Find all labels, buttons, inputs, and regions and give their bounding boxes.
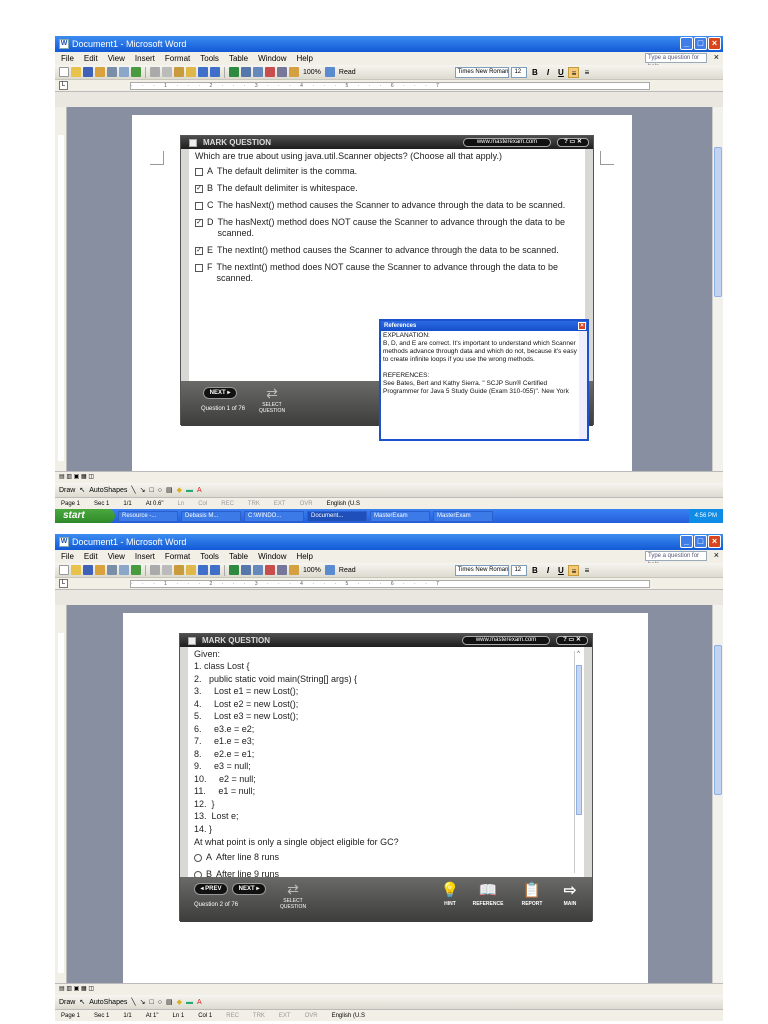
- excel-icon[interactable]: [265, 67, 275, 77]
- checked-checkbox-icon[interactable]: ✓: [196, 219, 202, 226]
- status-rec[interactable]: REC: [221, 500, 234, 507]
- menu-help[interactable]: Help: [296, 54, 313, 63]
- maximize-button[interactable]: □: [694, 37, 707, 50]
- separator: [224, 67, 225, 78]
- status-line: Ln 1: [172, 1012, 185, 1019]
- menu-edit[interactable]: Edit: [83, 552, 98, 561]
- vertical-scrollbar[interactable]: [712, 107, 723, 471]
- menu-table[interactable]: Table: [228, 54, 249, 63]
- status-page: Page 1: [61, 500, 81, 507]
- standard-toolbar: [55, 65, 723, 80]
- reference-label: REFERENCE: [472, 901, 504, 907]
- hint-label: HINT: [444, 901, 456, 907]
- exam-window-controls[interactable]: ? ▭ ✕: [556, 636, 588, 645]
- horizontal-ruler[interactable]: [55, 578, 723, 590]
- code-line: 1. class Lost {: [194, 661, 250, 671]
- references-scrollbar[interactable]: [579, 331, 587, 439]
- read-button[interactable]: Read: [338, 68, 356, 76]
- select-question-label: SELECT QUESTION: [279, 898, 307, 910]
- option-letter: A: [207, 166, 214, 176]
- code-listing: [194, 660, 570, 835]
- option-text: The default delimiter is whitespace.: [217, 183, 358, 193]
- question-scrollbar[interactable]: [574, 651, 582, 873]
- save-icon[interactable]: [83, 67, 93, 77]
- status-rec[interactable]: REC: [226, 1012, 239, 1019]
- references-title: References: [384, 323, 417, 329]
- option-letter: C: [207, 200, 214, 210]
- drawing-toolbar: [55, 483, 723, 497]
- code-line: 10. e2 = null;: [194, 773, 256, 784]
- excel-icon[interactable]: [265, 565, 275, 575]
- question-counter: Question 2 of 76: [194, 902, 239, 908]
- insert-table-icon[interactable]: [253, 565, 263, 575]
- status-pages: 1/1: [123, 500, 132, 507]
- ruler-page-strip: [58, 135, 64, 461]
- option-letter: F: [207, 262, 213, 272]
- taskbar-item[interactable]: C:\WINDO...: [244, 511, 304, 522]
- textbox-icon[interactable]: ▤: [165, 487, 173, 494]
- reference-button[interactable]: [468, 880, 508, 907]
- undo-icon[interactable]: [198, 67, 208, 77]
- font-size-select[interactable]: 12: [511, 565, 527, 576]
- tab-selector[interactable]: L: [59, 579, 68, 588]
- bold-button[interactable]: B: [532, 67, 538, 77]
- hyperlink-icon[interactable]: [229, 67, 239, 77]
- new-icon[interactable]: [59, 67, 69, 77]
- doc-close-icon[interactable]: ×: [713, 550, 719, 560]
- status-ext[interactable]: EXT: [273, 500, 286, 507]
- window-title: Document1 - Microsoft Word: [72, 39, 187, 49]
- question-text: Which are true about using java.util.Scanner objects? (Choose all that apply.): [195, 151, 503, 161]
- rectangle-icon[interactable]: □: [149, 998, 154, 1006]
- status-pages: 1/1: [123, 1012, 132, 1019]
- columns-icon[interactable]: [277, 565, 287, 575]
- checkbox-icon[interactable]: [195, 168, 203, 176]
- close-button[interactable]: ×: [708, 535, 721, 548]
- redo-icon[interactable]: [210, 67, 220, 77]
- code-line: 9. e3 = null;: [194, 761, 251, 771]
- underline-button[interactable]: U: [558, 565, 564, 575]
- status-section: Sec 1: [94, 500, 110, 507]
- answer-option[interactable]: [194, 852, 570, 863]
- help-icon[interactable]: [325, 565, 335, 575]
- code-line: 14. }: [194, 823, 213, 834]
- mark-question-label: MARK QUESTION: [202, 636, 270, 645]
- close-button[interactable]: ×: [708, 37, 721, 50]
- status-section: Sec 1: [94, 1012, 110, 1019]
- option-letter: D: [207, 217, 214, 227]
- help-search-input[interactable]: Type a question for: [645, 53, 707, 63]
- lightbulb-icon: 💡: [440, 882, 460, 899]
- hyperlink-icon[interactable]: [229, 565, 239, 575]
- taskbar-item[interactable]: Document...: [307, 511, 367, 522]
- report-button[interactable]: [512, 880, 552, 907]
- question-counter: Question 1 of 76: [201, 406, 246, 412]
- minimize-button[interactable]: _: [680, 535, 693, 548]
- menu-view[interactable]: View: [107, 54, 125, 63]
- print-icon[interactable]: [107, 67, 117, 77]
- help-search-input[interactable]: Type a question for: [645, 551, 707, 561]
- answer-option[interactable]: [194, 869, 570, 877]
- mark-question-checkbox[interactable]: [189, 139, 197, 147]
- option-text: After line 9 runs: [216, 869, 280, 877]
- references-close-icon[interactable]: ×: [578, 322, 586, 330]
- menu-bar: [55, 550, 723, 563]
- word-doc-icon: W: [60, 40, 68, 47]
- radio-icon[interactable]: [194, 854, 202, 862]
- print-preview-icon[interactable]: [119, 67, 129, 77]
- word-window-2: [55, 534, 723, 1021]
- status-bar: [55, 1009, 723, 1021]
- separator: [145, 67, 146, 78]
- separator: [224, 565, 225, 576]
- options-list: [194, 852, 570, 877]
- arrow-right-icon: ⇨: [563, 882, 577, 899]
- masterexam-brand: www.masterexam.com: [463, 138, 551, 147]
- format-painter-icon[interactable]: [186, 67, 196, 77]
- option-text: The default delimiter is the comma.: [217, 166, 358, 176]
- next-label: NEXT: [209, 390, 226, 396]
- copy-icon[interactable]: [162, 67, 172, 77]
- answer-option[interactable]: [195, 245, 579, 256]
- font-size-select[interactable]: 12: [511, 67, 527, 78]
- help-glyph[interactable]: ?: [564, 139, 568, 145]
- center-button[interactable]: ≡: [584, 565, 590, 575]
- references-body: EXPLANATION: B, D, and E are correct. It's important to understand which Scanner methods advance through data and which do not, because it's easy to create infinite loops if you use the wrong methods. REFERENCES: See Bates, Bert and Kathy Sierra. " SCJP Sun® Certified Programmer for Java 5 Study Guide (Exam 310-055)". New York: [383, 332, 577, 395]
- taskbar-item[interactable]: Debasis M...: [181, 511, 241, 522]
- status-trk[interactable]: TRK: [247, 500, 260, 507]
- cut-icon[interactable]: [150, 565, 160, 575]
- main-button[interactable]: [550, 880, 590, 907]
- status-line: Ln: [177, 500, 185, 507]
- status-at: At 1": [145, 1012, 159, 1019]
- margin-corner-mark: [600, 151, 614, 165]
- fill-color-icon[interactable]: ◆: [176, 999, 182, 1006]
- checkbox-icon[interactable]: [195, 264, 203, 272]
- option-text: The hasNext() method causes the Scanner to advance through the data to be scanned.: [217, 200, 566, 210]
- title-bar[interactable]: [55, 36, 723, 52]
- answer-option[interactable]: [195, 166, 579, 177]
- menu-window[interactable]: Window: [258, 54, 287, 63]
- option-letter: E: [207, 245, 214, 255]
- cut-icon[interactable]: [150, 67, 160, 77]
- scroll-thumb[interactable]: [714, 147, 722, 297]
- status-ovr[interactable]: OVR: [304, 1012, 318, 1019]
- references-popup: [379, 319, 589, 441]
- zoom-select[interactable]: 100%: [303, 68, 321, 76]
- vertical-ruler: [55, 605, 67, 983]
- prev-label: PREV: [205, 886, 222, 892]
- columns-icon[interactable]: [277, 67, 287, 77]
- textbox-icon[interactable]: ▤: [165, 999, 173, 1006]
- option-text: The nextInt() method causes the Scanner to advance through the data to be scanned.: [217, 245, 559, 255]
- mark-question-checkbox[interactable]: [188, 637, 196, 645]
- given-label: Given:: [194, 649, 221, 659]
- arrow-icon[interactable]: ↘: [139, 999, 146, 1006]
- menu-file[interactable]: File: [61, 552, 74, 561]
- checked-checkbox-icon[interactable]: ✓: [196, 185, 202, 192]
- status-ovr[interactable]: OVR: [299, 500, 313, 507]
- taskbar-item[interactable]: Resource -...: [118, 511, 178, 522]
- option-letter: A: [206, 852, 213, 862]
- taskbar-item[interactable]: MasterExam: [433, 511, 493, 522]
- status-page: Page 1: [61, 1012, 81, 1019]
- open-icon[interactable]: [71, 67, 81, 77]
- next-label: NEXT: [238, 886, 255, 892]
- spelling-icon[interactable]: [131, 565, 141, 575]
- insert-table-icon[interactable]: [253, 67, 263, 77]
- read-button[interactable]: Read: [338, 566, 356, 574]
- arrow-icon[interactable]: ↘: [139, 487, 146, 494]
- title-bar[interactable]: [55, 534, 723, 550]
- taskbar: [55, 509, 723, 523]
- align-left-button[interactable]: ≡: [568, 565, 579, 576]
- vertical-scrollbar[interactable]: [712, 605, 723, 983]
- option-letter: B: [207, 183, 214, 193]
- view-buttons[interactable]: ▤ ▥ ▣ ▦ ◫: [55, 983, 723, 995]
- format-painter-icon[interactable]: [186, 565, 196, 575]
- answer-option[interactable]: [195, 183, 579, 194]
- status-ext[interactable]: EXT: [278, 1012, 291, 1019]
- help-icon[interactable]: [325, 67, 335, 77]
- exam-header: [180, 634, 592, 647]
- autoshapes-menu[interactable]: AutoShapes: [89, 486, 128, 494]
- print-preview-icon[interactable]: [119, 565, 129, 575]
- separator: [145, 565, 146, 576]
- drawing-toolbar: [55, 995, 723, 1009]
- save-icon[interactable]: [83, 565, 93, 575]
- copy-icon[interactable]: [162, 565, 172, 575]
- fill-color-icon[interactable]: ◆: [176, 487, 182, 494]
- option-text: The hasNext() method does NOT cause the Scanner to advance through the data to be scanned.: [217, 217, 566, 238]
- italic-button[interactable]: I: [546, 67, 550, 77]
- draw-menu[interactable]: Draw: [59, 998, 76, 1006]
- rectangle-icon[interactable]: □: [149, 486, 154, 494]
- question-area: [188, 647, 584, 877]
- masterexam-panel: [179, 633, 593, 921]
- masterexam-brand: www.masterexam.com: [462, 636, 550, 645]
- tables-icon[interactable]: [241, 67, 251, 77]
- exam-header: [181, 136, 593, 149]
- status-trk[interactable]: TRK: [252, 1012, 265, 1019]
- menu-insert[interactable]: Insert: [134, 552, 155, 561]
- line-color-icon[interactable]: ▬: [185, 486, 193, 494]
- undo-icon[interactable]: [198, 565, 208, 575]
- tables-icon[interactable]: [241, 565, 251, 575]
- menu-edit[interactable]: Edit: [83, 54, 98, 63]
- next-button[interactable]: NEXT ▸: [203, 387, 237, 399]
- code-line: 4. Lost e2 = new Lost();: [194, 698, 299, 709]
- font-color-icon[interactable]: A: [196, 486, 202, 494]
- question-text: At what point is only a single object eligible for GC?: [194, 837, 399, 847]
- select-question-icon: ⇄: [266, 385, 278, 401]
- menu-table[interactable]: Table: [228, 552, 249, 561]
- menu-help[interactable]: Help: [296, 552, 313, 561]
- draw-menu[interactable]: Draw: [59, 486, 76, 494]
- line-color-icon[interactable]: ▬: [185, 998, 193, 1006]
- answer-option[interactable]: [195, 262, 579, 284]
- select-pointer-icon[interactable]: ↖: [79, 999, 86, 1006]
- font-select[interactable]: Times New Roman: [455, 565, 510, 576]
- taskbar-item[interactable]: MasterExam: [370, 511, 430, 522]
- answer-option[interactable]: [195, 217, 579, 239]
- status-language: English (U.S: [331, 1012, 365, 1019]
- hint-button[interactable]: [430, 880, 470, 907]
- exam-footer: [180, 877, 592, 922]
- option-letter: B: [206, 869, 213, 877]
- menu-tools[interactable]: Tools: [200, 54, 219, 63]
- horizontal-ruler[interactable]: [55, 80, 723, 92]
- ruler-page-strip: [58, 633, 64, 973]
- status-column: Col 1: [198, 1012, 213, 1019]
- menu-bar: [55, 52, 723, 65]
- line-icon[interactable]: ╲: [131, 999, 136, 1006]
- option-text: After line 8 runs: [216, 852, 280, 862]
- zoom-select[interactable]: 100%: [303, 566, 321, 574]
- select-question-button[interactable]: [255, 385, 289, 415]
- underline-button[interactable]: U: [558, 67, 564, 77]
- start-button[interactable]: start: [55, 509, 115, 523]
- help-glyph[interactable]: ?: [563, 637, 567, 643]
- code-line: 11. e1 = null;: [194, 786, 256, 796]
- window-title: Document1 - Microsoft Word: [72, 537, 187, 547]
- paste-icon[interactable]: [174, 67, 184, 77]
- book-icon: 📖: [478, 882, 498, 899]
- main-label: MAIN: [563, 901, 577, 907]
- next-button[interactable]: NEXT ▸: [232, 883, 266, 895]
- paste-icon[interactable]: [174, 565, 184, 575]
- option-text: The nextInt() method does NOT cause the Scanner to advance through the data to be scanned.: [216, 262, 559, 283]
- prev-button[interactable]: ◂ PREV: [194, 883, 228, 895]
- standard-toolbar: [55, 563, 723, 578]
- clipboard-icon: 📋: [522, 882, 542, 899]
- new-icon[interactable]: [59, 565, 69, 575]
- open-icon[interactable]: [71, 565, 81, 575]
- code-line: 12. }: [194, 798, 215, 809]
- minimize-button[interactable]: _: [680, 37, 693, 50]
- checked-checkbox-icon[interactable]: ✓: [196, 247, 202, 254]
- ruler-scale[interactable]: · · · 1 · · · 2 · · · 3 · · · 4 · · · 5 · · · 6 · · · 7: [130, 82, 650, 90]
- margin-corner-mark: [150, 151, 164, 165]
- permission-icon[interactable]: [95, 67, 105, 77]
- answer-option[interactable]: [195, 200, 579, 211]
- drawing-icon[interactable]: [289, 565, 299, 575]
- select-question-button[interactable]: [276, 881, 310, 911]
- oval-icon[interactable]: ○: [157, 486, 162, 494]
- menu-window[interactable]: Window: [258, 552, 287, 561]
- code-line: 3. Lost e1 = new Lost();: [194, 686, 299, 696]
- status-column: Col: [198, 500, 208, 507]
- status-bar: [55, 497, 723, 509]
- references-title-bar[interactable]: [381, 321, 587, 331]
- options-list: [195, 166, 579, 284]
- word-window-1: [55, 36, 723, 523]
- mark-question-label: MARK QUESTION: [203, 138, 271, 147]
- select-question-icon: ⇄: [287, 881, 299, 897]
- exam-window-controls[interactable]: ? ▭ ✕: [557, 138, 589, 147]
- align-left-button[interactable]: ≡: [568, 67, 579, 78]
- tab-selector[interactable]: L: [59, 81, 68, 90]
- menu-tools[interactable]: Tools: [200, 552, 219, 561]
- document-page[interactable]: [123, 613, 648, 983]
- checkbox-icon[interactable]: [195, 202, 203, 210]
- view-buttons[interactable]: ▤ ▥ ▣ ▦ ◫: [55, 471, 723, 483]
- doc-close-icon[interactable]: ×: [713, 52, 719, 62]
- italic-button[interactable]: I: [546, 565, 550, 575]
- ruler-scale[interactable]: · · · 1 · · · 2 · · · 3 · · · 4 · · · 5 · · · 6 · · · 7: [130, 580, 650, 588]
- redo-icon[interactable]: [210, 565, 220, 575]
- print-icon[interactable]: [107, 565, 117, 575]
- scroll-thumb[interactable]: [576, 665, 582, 815]
- code-line: 13. Lost e;: [194, 811, 239, 821]
- code-line: 8. e2.e = e1;: [194, 748, 255, 759]
- status-language: English (U.S: [326, 500, 360, 507]
- spelling-icon[interactable]: [131, 67, 141, 77]
- clock[interactable]: 4:56 PM: [689, 509, 723, 523]
- bold-button[interactable]: B: [532, 565, 538, 575]
- word-doc-icon: W: [60, 538, 68, 545]
- report-label: REPORT: [521, 901, 543, 907]
- menu-format[interactable]: Format: [164, 552, 191, 561]
- center-button[interactable]: ≡: [584, 67, 590, 77]
- menu-insert[interactable]: Insert: [134, 54, 155, 63]
- vertical-ruler: [55, 107, 67, 471]
- code-line: 6. e3.e = e2;: [194, 723, 255, 734]
- menu-view[interactable]: View: [107, 552, 125, 561]
- code-line: 7. e1.e = e3;: [194, 736, 255, 746]
- scroll-thumb[interactable]: [714, 645, 722, 795]
- scroll-up-icon[interactable]: ^: [577, 651, 580, 657]
- maximize-button[interactable]: □: [694, 535, 707, 548]
- drawing-icon[interactable]: [289, 67, 299, 77]
- permission-icon[interactable]: [95, 565, 105, 575]
- code-line: 2. public static void main(String[] args) {: [194, 673, 358, 684]
- font-select[interactable]: Times New Roman: [455, 67, 510, 78]
- document-area: [55, 605, 712, 983]
- menu-file[interactable]: File: [61, 54, 74, 63]
- select-question-label: SELECT QUESTION: [258, 402, 286, 414]
- oval-icon[interactable]: ○: [157, 998, 162, 1006]
- status-at: At 0.6": [145, 500, 164, 507]
- menu-format[interactable]: Format: [164, 54, 191, 63]
- autoshapes-menu[interactable]: AutoShapes: [89, 998, 128, 1006]
- font-color-icon[interactable]: A: [196, 998, 202, 1006]
- line-icon[interactable]: ╲: [131, 487, 136, 494]
- select-pointer-icon[interactable]: ↖: [79, 487, 86, 494]
- code-line: 5. Lost e3 = new Lost();: [194, 711, 299, 721]
